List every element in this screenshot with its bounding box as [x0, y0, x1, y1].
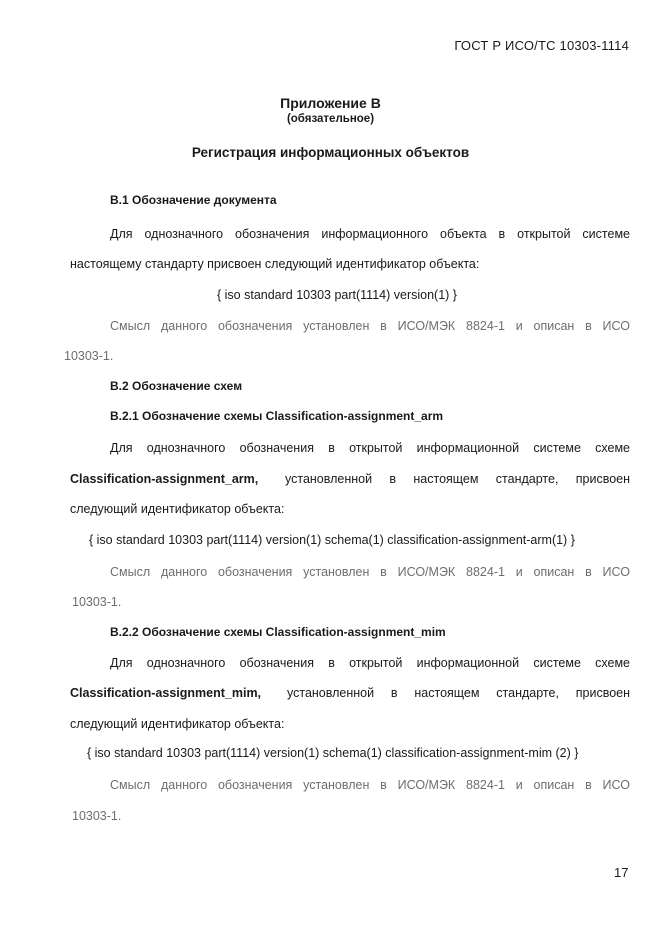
section-b22-note-line2: 10303-1. [72, 809, 122, 823]
section-b22-identifier: { iso standard 10303 part(1114) version(1) schema(1) classification-assignment-mim (2) } [87, 746, 579, 760]
section-b1-identifier: { iso standard 10303 part(1114) version(1) } [217, 288, 457, 302]
section-b21-paragraph-line3: следующий идентификатор объекта: [70, 502, 285, 516]
section-b1-heading: В.1 Обозначение документа [110, 193, 277, 207]
section-b22-note-line1: Смысл данного обозначения установлен в ИСО/МЭК 8824-1 и описан в ИСО [110, 778, 630, 792]
section-b2-heading: В.2 Обозначение схем [110, 379, 243, 393]
section-b22-paragraph-line2 [70, 685, 630, 701]
section-b1-note-line2: 10303-1. [64, 349, 114, 363]
annex-title: Приложение В [280, 95, 381, 111]
section-b1-note-line1: Смысл данного обозначения установлен в ИСО/МЭК 8824-1 и описан в ИСО [110, 319, 630, 333]
section-b22-paragraph-line3: следующий идентификатор объекта: [70, 717, 285, 731]
section-b22-paragraph-line2-rest: установленной в настоящем стандарте, присвоен [287, 686, 630, 700]
schema-name-mim: Classification-assignment_mim, [70, 686, 262, 700]
section-b21-identifier: { iso standard 10303 part(1114) version(1) schema(1) classification-assignment-arm(1) } [89, 533, 575, 547]
section-b21-paragraph-line2 [70, 471, 630, 487]
section-b21-paragraph-line1: Для однозначного обозначения в открытой информационной системе схеме [110, 441, 630, 455]
page-number: 17 [614, 865, 629, 880]
section-b1-paragraph-line1: Для однозначного обозначения информационного объекта в открытой системе [110, 227, 630, 241]
annex-subtitle: (обязательное) [286, 113, 375, 125]
section-b21-note-line2: 10303-1. [72, 595, 122, 609]
section-b22-paragraph-line1: Для однозначного обозначения в открытой информационной системе схеме [110, 656, 630, 670]
schema-name-arm: Classification-assignment_arm, [70, 472, 259, 486]
section-b21-heading: В.2.1 Обозначение схемы Classification-assignment_arm [110, 409, 444, 423]
section-b1-paragraph-line2: настоящему стандарту присвоен следующий идентификатор объекта: [70, 257, 480, 271]
annex-heading: Регистрация информационных объектов [191, 145, 470, 160]
document-id-header: ГОСТ Р ИСО/ТС 10303-1114 [454, 38, 629, 53]
section-b22-heading: В.2.2 Обозначение схемы Classification-assignment_mim [110, 625, 446, 639]
section-b21-paragraph-line2-rest: установленной в настоящем стандарте, присвоен [285, 472, 630, 486]
section-b21-note-line1: Смысл данного обозначения установлен в ИСО/МЭК 8824-1 и описан в ИСО [110, 565, 630, 579]
